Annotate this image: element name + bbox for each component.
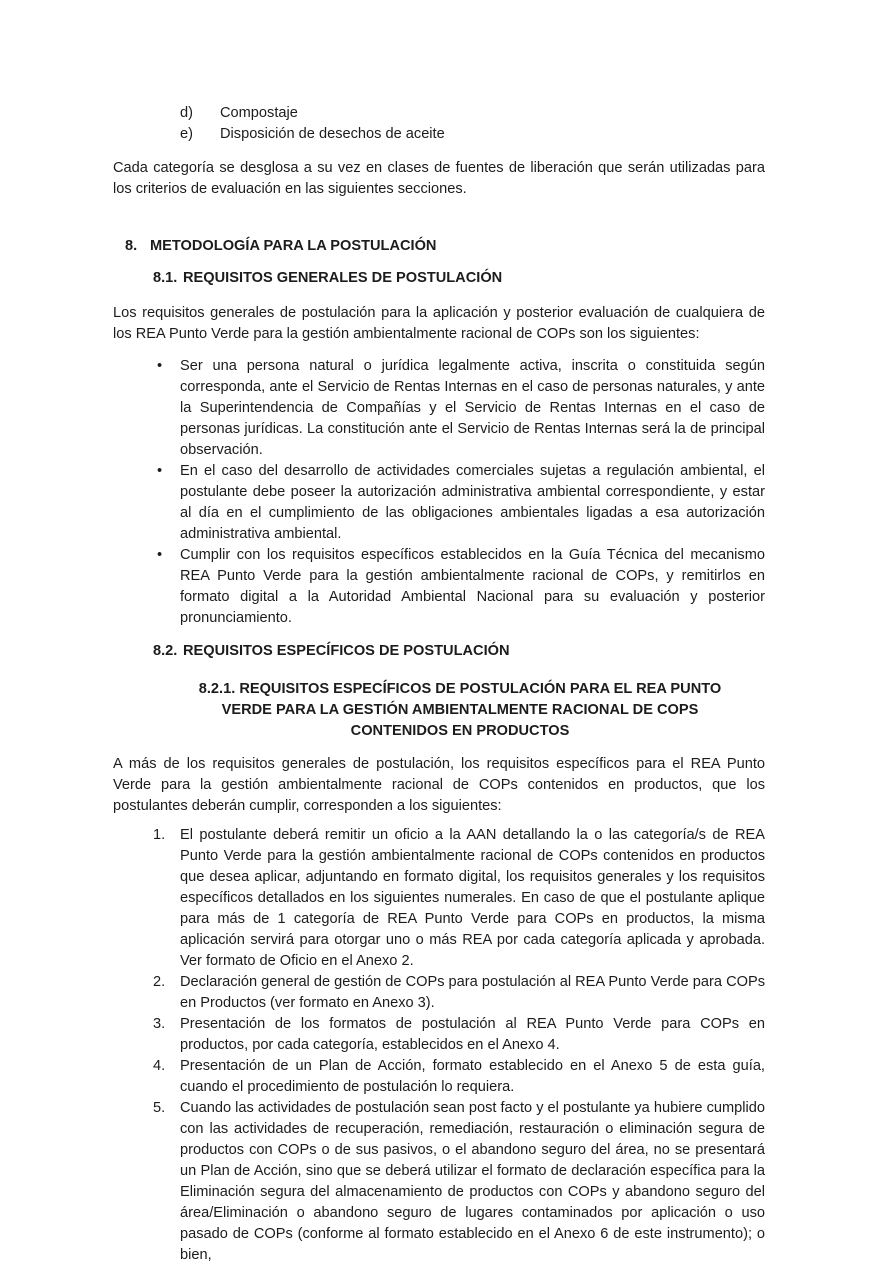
list-item <box>113 825 765 972</box>
list-item-text: Cuando las actividades de postulación sean post facto y el postulante ya hubiere cumplido con las actividades de recuperación, remediación, restauración o eliminación segura de productos con COPs o de sus pasivos, o el abandono seguro del área, no se presentará un Plan de Acción, sino que se deberá utilizar el formato de declaración específica para la Eliminación segura del almacenamiento de productos con COPs y abandono seguro del área/Eliminación o abandono seguro de lugares contaminados por aplicación o uso pasado de COPs (conforme al formato establecido en el Anexo 6 de este instrumento); o bien, <box>180 1100 765 1263</box>
paragraph-requisitos-especificos: A más de los requisitos generales de postulación, los requisitos específicos para el REA Punto Verde para la gestión ambientalmente racional de COPs contenidos en productos, que los postulantes deberán cumplir, corresponden a los siguientes: <box>113 756 765 814</box>
heading-number: 8. <box>125 238 138 254</box>
heading-number: 8.1. <box>153 270 178 286</box>
list-item-number: 2. <box>153 974 166 990</box>
list-item <box>180 103 765 124</box>
list-item-text: El postulante deberá remitir un oficio a la AAN detallando la o las categoría/s de REA Punto Verde para la gestión ambientalmente racional de COPs contenidos en productos que desea aplicar, adjuntando en formato digital, los requisitos generales y los requisitos específicos detallados en los siguientes numerales. En caso de que el postulante aplique para más de 1 categoría de REA Punto Verde para COPs en productos, la misma aplicación servirá para otorgar uno o más REA por cada categoría aplicada y aprobada. Ver formato de Oficio en el Anexo 2. <box>180 827 765 969</box>
bullet-list <box>113 356 765 629</box>
list-item <box>113 1056 765 1098</box>
numbered-list <box>113 825 765 1266</box>
list-item-text: Ser una persona natural o jurídica legalmente activa, inscrita o constituida según corresponda, ante el Servicio de Rentas Internas en el caso de personas naturales, y ante la Superintendencia de Compañías y el Servicio de Rentas Internas en el caso de personas jurídicas. La constitución ante el Servicio de Rentas Internas será la de principal observación. <box>180 358 765 458</box>
list-item <box>113 461 765 545</box>
letter-list <box>180 103 765 145</box>
bullet-icon: • <box>157 463 163 479</box>
list-item <box>180 124 765 145</box>
heading-title: REQUISITOS ESPECÍFICOS DE POSTULACIÓN <box>183 643 510 659</box>
list-item-text: Presentación de los formatos de postulación al REA Punto Verde para COPs en productos, por cada categoría, establecidos en el Anexo 4. <box>180 1016 765 1053</box>
list-item-marker: d) <box>180 105 193 121</box>
list-item <box>113 1098 765 1266</box>
list-item-number: 3. <box>153 1016 166 1032</box>
list-item-text: Disposición de desechos de aceite <box>220 126 445 142</box>
list-item <box>113 1014 765 1056</box>
list-item-number: 1. <box>153 827 166 843</box>
bullet-icon: • <box>157 358 163 374</box>
list-item-text: Presentación de un Plan de Acción, formato establecido en el Anexo 5 de esta guía, cuando el procedimiento de postulación lo requiera. <box>180 1058 765 1095</box>
heading-number: 8.2.1. <box>198 681 236 697</box>
list-item-marker: e) <box>180 126 193 142</box>
list-item-text: Declaración general de gestión de COPs para postulación al REA Punto Verde para COPs en Productos (ver formato en Anexo 3). <box>180 974 765 1011</box>
bullet-icon: • <box>157 547 163 563</box>
list-item <box>113 356 765 461</box>
list-item <box>113 545 765 629</box>
heading-8-2-requisitos-especificos <box>153 641 765 662</box>
paragraph-requisitos-generales: Los requisitos generales de postulación para la aplicación y posterior evaluación de cualquiera de los REA Punto Verde para la gestión ambientalmente racional de COPs son los siguientes: <box>113 305 765 342</box>
list-item <box>113 972 765 1014</box>
list-item-text: Cumplir con los requisitos específicos establecidos en la Guía Técnica del mecanismo REA Punto Verde para la gestión ambientalmente racional de COPs, y remitirlos en formato digital a la Autoridad Ambiental Nacional para su evaluación y posterior pronunciamiento. <box>180 547 765 626</box>
heading-title: REQUISITOS GENERALES DE POSTULACIÓN <box>183 270 503 286</box>
heading-8-metodologia <box>125 236 765 257</box>
list-item-number: 5. <box>153 1100 166 1116</box>
heading-8-2-1-rea-productos <box>175 679 745 742</box>
heading-number: 8.2. <box>153 643 178 659</box>
paragraph-categories-intro: Cada categoría se desglosa a su vez en clases de fuentes de liberación que serán utilizadas para los criterios de evaluación en las siguientes secciones. <box>113 160 765 197</box>
list-item-text: Compostaje <box>220 105 298 121</box>
list-item-text: En el caso del desarrollo de actividades comerciales sujetas a regulación ambiental, el postulante debe poseer la autorización administrativa ambiental correspondiente, y estar al día en el cumplimiento de las obligaciones ambientales ligadas a esa autorización administrativa ambiental. <box>180 463 765 542</box>
heading-title: REQUISITOS ESPECÍFICOS DE POSTULACIÓN PARA EL REA PUNTO VERDE PARA LA GESTIÓN AMBIENTALMENTE RACIONAL DE COPS CONTENIDOS EN PRODUCTOS <box>221 681 722 739</box>
heading-title: METODOLOGÍA PARA LA POSTULACIÓN <box>150 238 437 254</box>
list-item-number: 4. <box>153 1058 166 1074</box>
heading-8-1-requisitos-generales <box>153 268 765 289</box>
